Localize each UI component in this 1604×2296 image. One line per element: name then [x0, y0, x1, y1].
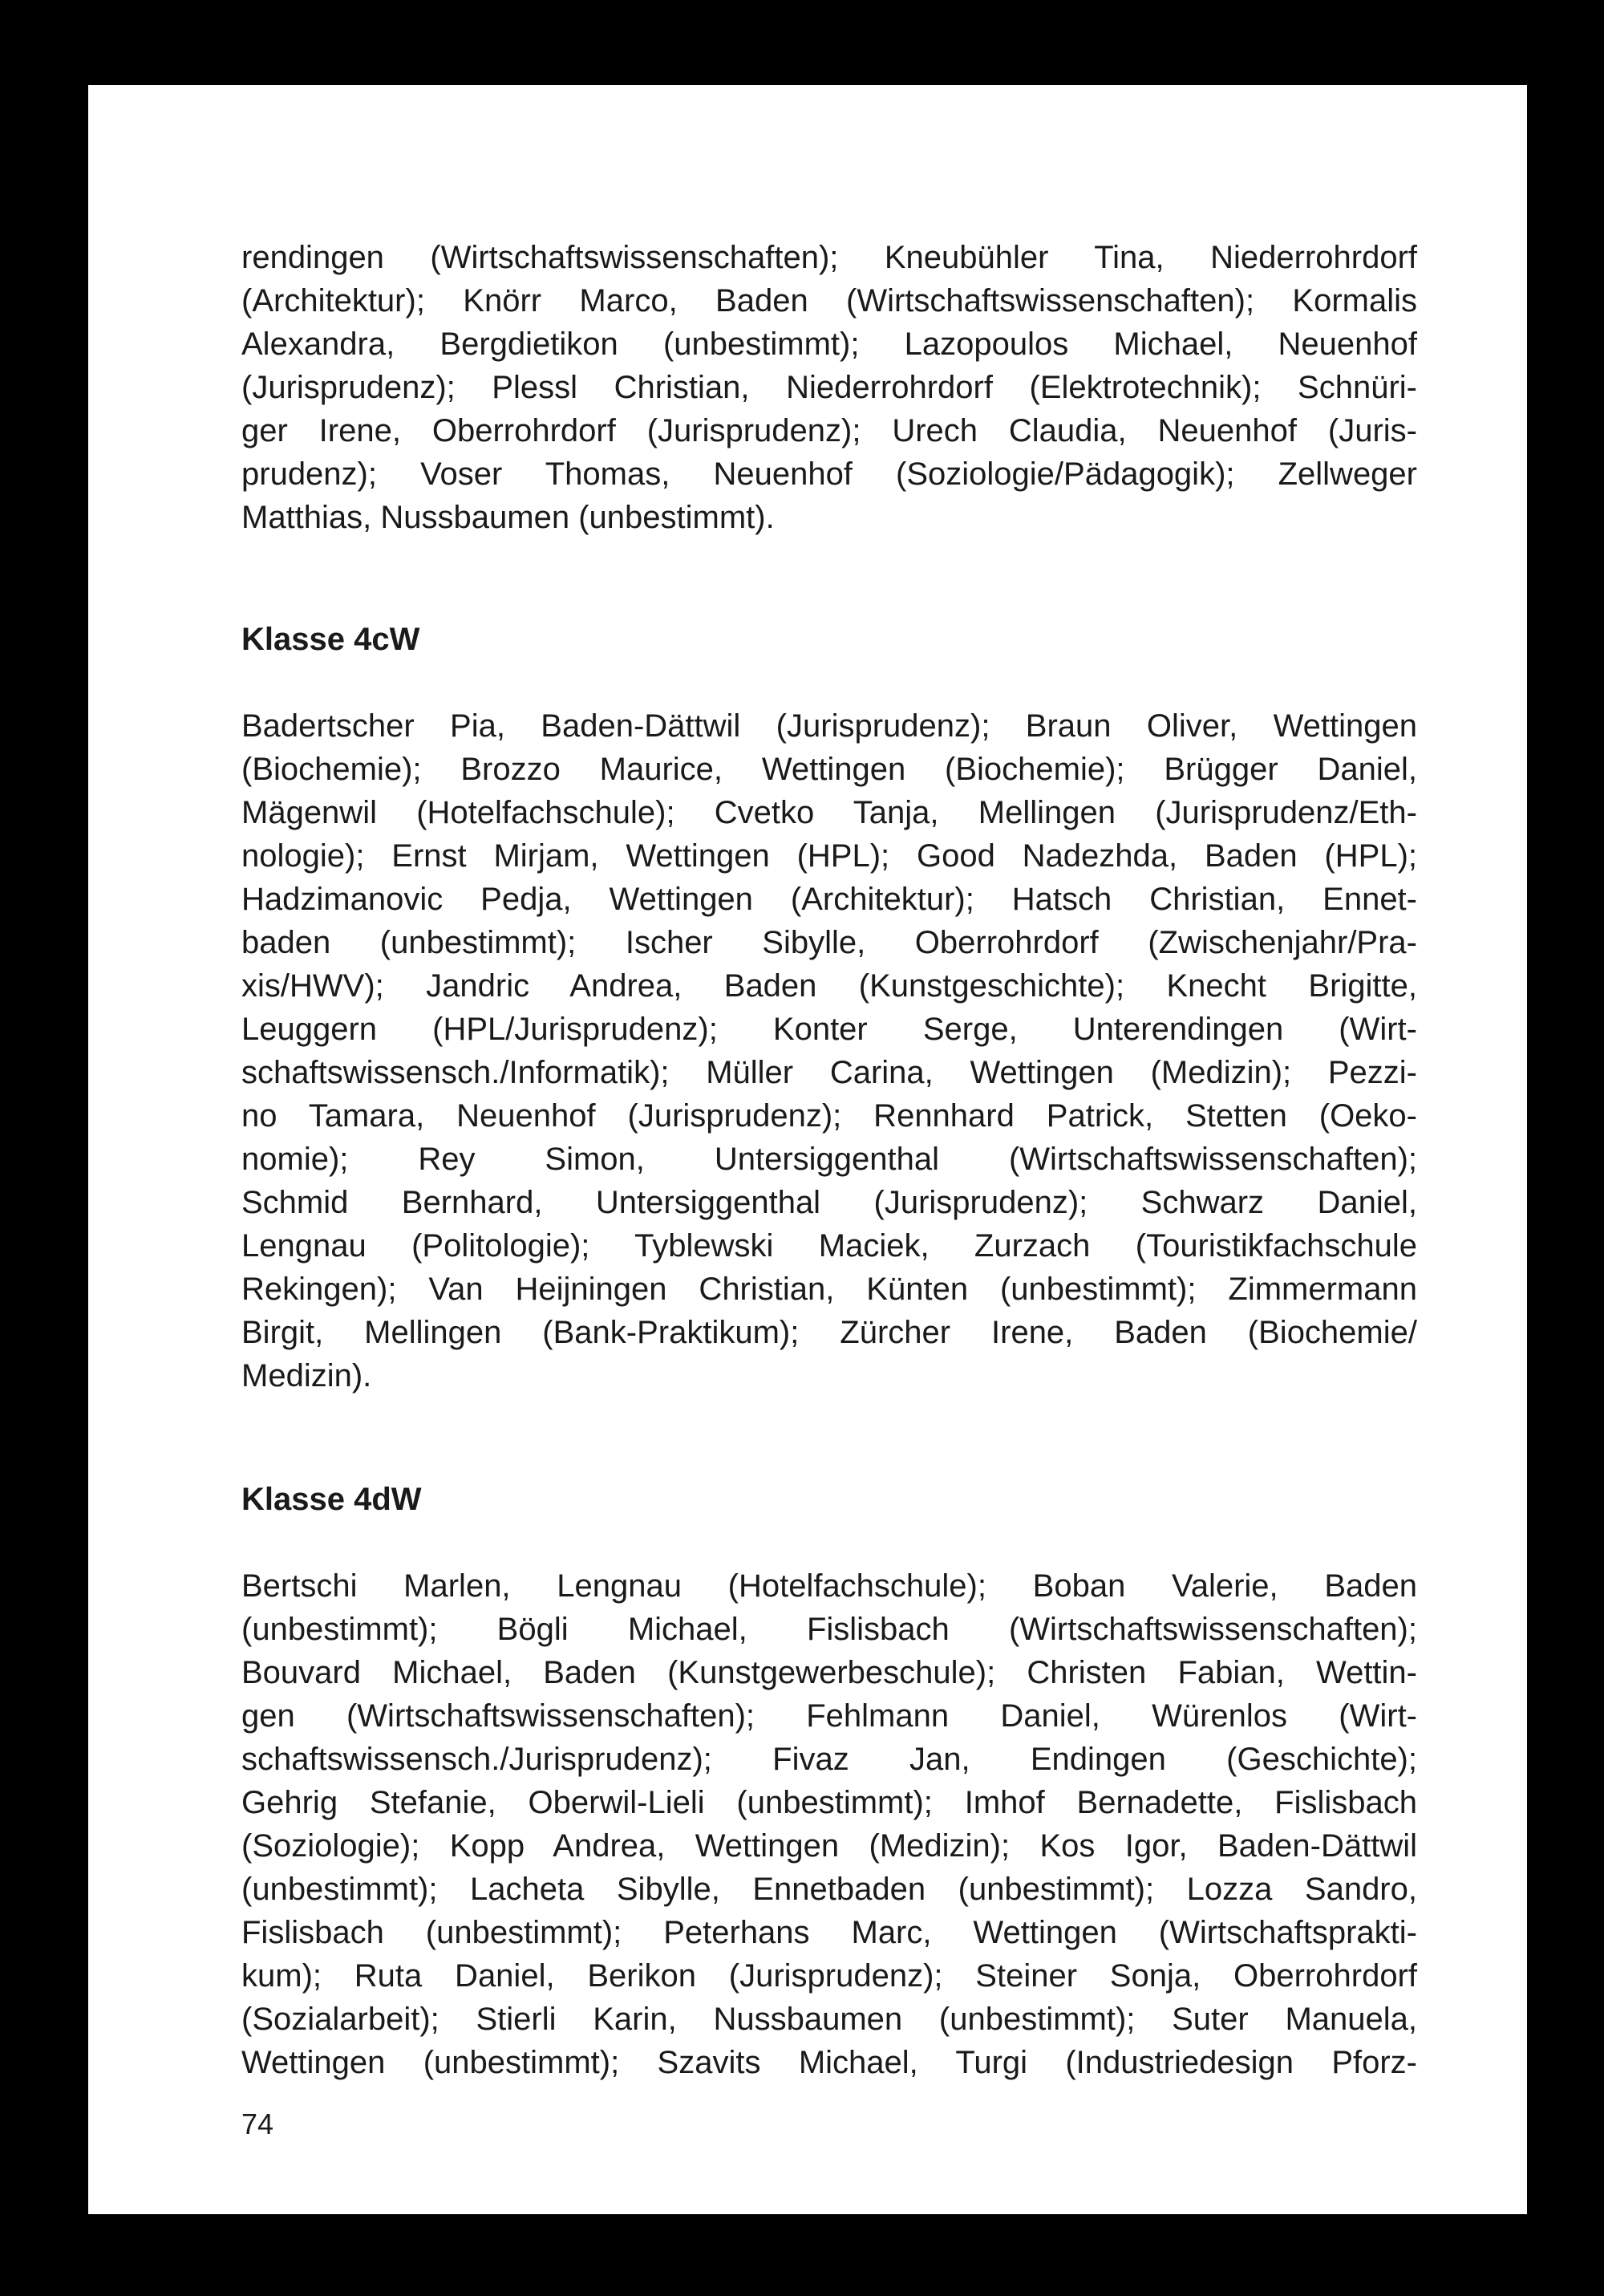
text-line: rendingen (Wirtschaftswissenschaften); Kneubühler Tina, Niederrohrdorf: [241, 240, 1417, 275]
text-line: (Sozialarbeit); Stierli Karin, Nussbaumen (unbestimmt); Suter Manuela,: [241, 2002, 1417, 2037]
text-line: Fislisbach (unbestimmt); Peterhans Marc, Wettingen (Wirtschaftsprakti-: [241, 1915, 1417, 1950]
paragraph-klasse-4cw: [241, 704, 1417, 1397]
text-line: Bouvard Michael, Baden (Kunstgewerbeschule); Christen Fabian, Wettin-: [241, 1655, 1417, 1690]
text-line: nologie); Ernst Mirjam, Wettingen (HPL); Good Nadezhda, Baden (HPL);: [241, 838, 1417, 874]
text-line: (unbestimmt); Bögli Michael, Fislisbach (Wirtschaftswissenschaften);: [241, 1612, 1417, 1647]
text-line: Alexandra, Bergdietikon (unbestimmt); Lazopoulos Michael, Neuenhof: [241, 327, 1417, 362]
text-line: (Architektur); Knörr Marco, Baden (Wirtschaftswissenschaften); Kormalis: [241, 283, 1417, 318]
text-line: Birgit, Mellingen (Bank-Praktikum); Zürcher Irene, Baden (Biochemie/: [241, 1315, 1417, 1350]
text-line: xis/HWV); Jandric Andrea, Baden (Kunstgeschichte); Knecht Brigitte,: [241, 968, 1417, 1004]
text-line: Mägenwil (Hotelfachschule); Cvetko Tanja, Mellingen (Jurisprudenz/Eth-: [241, 795, 1417, 830]
section-heading-4cw: Klasse 4cW: [241, 622, 420, 657]
section-heading-4dw: Klasse 4dW: [241, 1482, 422, 1517]
text-line: Medizin).: [241, 1358, 372, 1393]
text-line: (Soziologie); Kopp Andrea, Wettingen (Medizin); Kos Igor, Baden-Dättwil: [241, 1828, 1417, 1864]
text-line: Rekingen); Van Heijningen Christian, Künten (unbestimmt); Zimmermann: [241, 1272, 1417, 1307]
text-line: Wettingen (unbestimmt); Szavits Michael, Turgi (Industriedesign Pforz-: [241, 2045, 1417, 2080]
text-line: kum); Ruta Daniel, Berikon (Jurisprudenz); Steiner Sonja, Oberrohrdorf: [241, 1958, 1417, 1994]
text-line: Bertschi Marlen, Lengnau (Hotelfachschule); Boban Valerie, Baden: [241, 1568, 1417, 1604]
text-line: schaftswissensch./Informatik); Müller Carina, Wettingen (Medizin); Pezzi-: [241, 1055, 1417, 1090]
text-line: gen (Wirtschaftswissenschaften); Fehlmann Daniel, Würenlos (Wirt-: [241, 1698, 1417, 1734]
text-line: no Tamara, Neuenhof (Jurisprudenz); Rennhard Patrick, Stetten (Oeko-: [241, 1098, 1417, 1134]
text-line: Hadzimanovic Pedja, Wettingen (Architektur); Hatsch Christian, Ennet-: [241, 882, 1417, 917]
text-line: prudenz); Voser Thomas, Neuenhof (Soziologie/Pädagogik); Zellweger: [241, 456, 1417, 492]
text-line: (Jurisprudenz); Plessl Christian, Niederrohrdorf (Elektrotechnik); Schnüri-: [241, 370, 1417, 405]
paragraph-klasse-4dw: [241, 1564, 1417, 2084]
document-page: [88, 85, 1527, 2214]
text-line: nomie); Rey Simon, Untersiggenthal (Wirtschaftswissenschaften);: [241, 1142, 1417, 1177]
text-line: (unbestimmt); Lacheta Sibylle, Ennetbaden (unbestimmt); Lozza Sandro,: [241, 1872, 1417, 1907]
text-line: baden (unbestimmt); Ischer Sibylle, Oberrohrdorf (Zwischenjahr/Pra-: [241, 925, 1417, 960]
text-line: Badertscher Pia, Baden-Dättwil (Jurisprudenz); Braun Oliver, Wettingen: [241, 708, 1417, 744]
text-line: schaftswissensch./Jurisprudenz); Fivaz Jan, Endingen (Geschichte);: [241, 1742, 1417, 1777]
text-line: Gehrig Stefanie, Oberwil-Lieli (unbestimmt); Imhof Bernadette, Fislisbach: [241, 1785, 1417, 1820]
paragraph-continuation: [241, 236, 1417, 539]
text-line: ger Irene, Oberrohrdorf (Jurisprudenz); Urech Claudia, Neuenhof (Juris-: [241, 413, 1417, 448]
text-line: Schmid Bernhard, Untersiggenthal (Jurisprudenz); Schwarz Daniel,: [241, 1185, 1417, 1220]
text-line: Matthias, Nussbaumen (unbestimmt).: [241, 500, 775, 535]
text-line: Leuggern (HPL/Jurisprudenz); Konter Serge, Unterendingen (Wirt-: [241, 1012, 1417, 1047]
page-number: 74: [241, 2107, 274, 2140]
text-line: (Biochemie); Brozzo Maurice, Wettingen (Biochemie); Brügger Daniel,: [241, 752, 1417, 787]
text-line: Lengnau (Politologie); Tyblewski Maciek, Zurzach (Touristikfachschule: [241, 1228, 1417, 1264]
